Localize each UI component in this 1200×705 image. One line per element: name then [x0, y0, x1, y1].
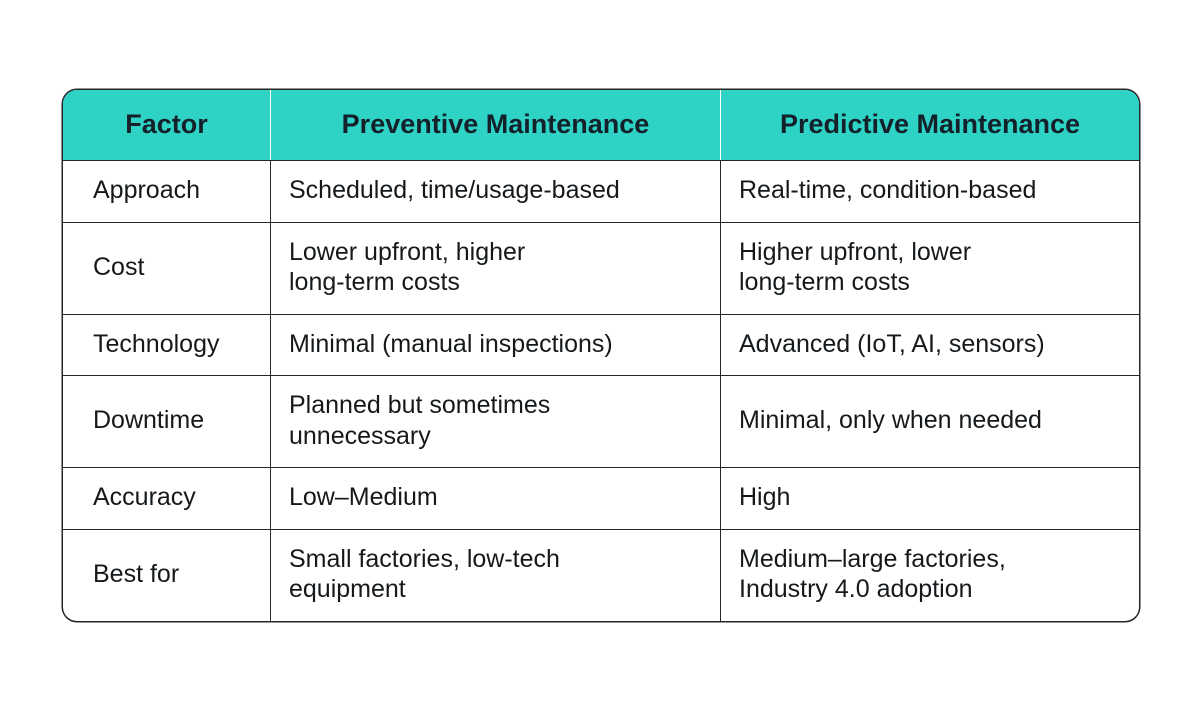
cell-line: Medium–large factories,: [739, 544, 1006, 573]
cell-predictive: [721, 375, 1139, 467]
cell-line: Minimal, only when needed: [739, 406, 1042, 435]
cell-predictive: [721, 314, 1139, 376]
table-body: [63, 160, 1139, 621]
cell-factor: Downtime: [63, 375, 271, 467]
cell-line: Lower upfront, higher: [289, 237, 526, 266]
table-row: [63, 529, 1139, 621]
table-header: [63, 90, 1139, 160]
table-row: [63, 222, 1139, 314]
cell-predictive: [721, 529, 1139, 621]
comparison-table: [63, 90, 1139, 621]
cell-line: long-term costs: [739, 268, 910, 297]
cell-predictive: [721, 467, 1139, 529]
cell-line: Planned but sometimes: [289, 391, 551, 420]
cell-line: equipment: [289, 575, 406, 604]
cell-line: Low–Medium: [289, 483, 438, 512]
table-row: [63, 314, 1139, 376]
table-row: [63, 160, 1139, 222]
table-header-row: [63, 90, 1139, 160]
table-row: [63, 375, 1139, 467]
cell-preventive: [271, 467, 721, 529]
cell-line: Small factories, low-tech: [289, 544, 560, 573]
cell-line: Real-time, condition-based: [739, 176, 1037, 205]
cell-line: Minimal (manual inspections): [289, 329, 613, 358]
column-header-factor: Factor: [63, 90, 271, 160]
cell-predictive: [721, 222, 1139, 314]
cell-line: Advanced (IoT, AI, sensors): [739, 329, 1045, 358]
cell-factor: Approach: [63, 160, 271, 222]
cell-preventive: [271, 375, 721, 467]
cell-factor: Best for: [63, 529, 271, 621]
cell-line: long-term costs: [289, 268, 460, 297]
cell-line: unnecessary: [289, 421, 431, 450]
cell-line: High: [739, 483, 791, 512]
cell-factor: Technology: [63, 314, 271, 376]
comparison-table-container: [63, 90, 1139, 621]
cell-preventive: [271, 314, 721, 376]
cell-factor: Cost: [63, 222, 271, 314]
table-row: [63, 467, 1139, 529]
cell-factor: Accuracy: [63, 467, 271, 529]
cell-line: Scheduled, time/usage-based: [289, 176, 620, 205]
cell-line: Higher upfront, lower: [739, 237, 972, 266]
cell-line: Industry 4.0 adoption: [739, 575, 973, 604]
cell-preventive: [271, 222, 721, 314]
cell-predictive: [721, 160, 1139, 222]
cell-preventive: [271, 160, 721, 222]
column-header-preventive-maintenance: Preventive Maintenance: [271, 90, 721, 160]
column-header-predictive-maintenance: Predictive Maintenance: [721, 90, 1139, 160]
cell-preventive: [271, 529, 721, 621]
